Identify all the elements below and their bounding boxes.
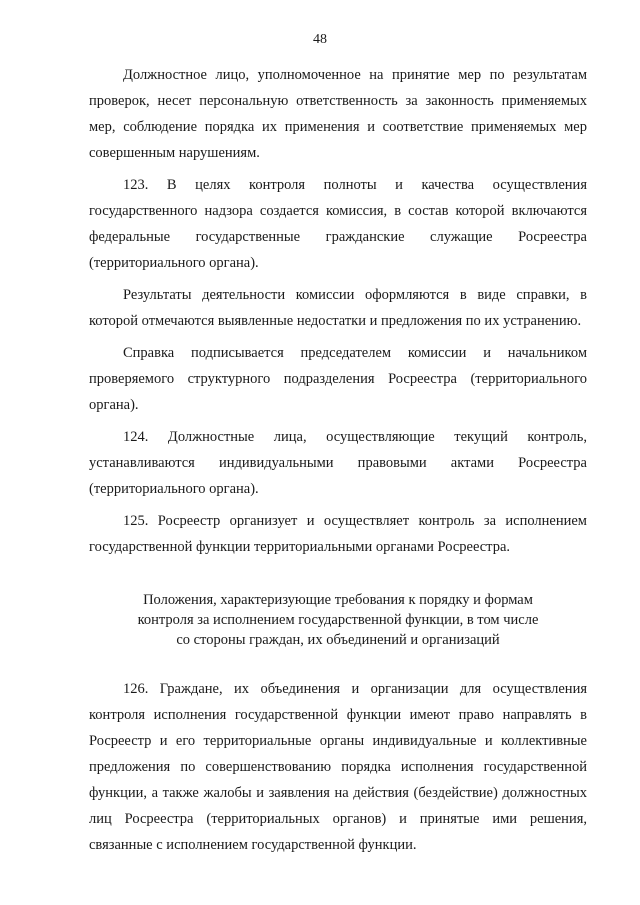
paragraph-certificate-signing: Справка подписывается председателем комиссии и начальником проверяемого структурного подразделения Росреестра (территориального органа).	[89, 345, 587, 413]
paragraph-126: 126. Граждане, их объединения и организации для осуществления контроля исполнения государственной функции имеют право направлять в Росреестр и его территориальные органы индивидуальные и коллективные предложения по совершенствованию порядка исполнения государственной функции, а также жалобы и заявления на действия (бездействие) должностных лиц Росреестра (территориальных органов) и принятые ими решения, связанные с исполнением государственной функции.	[89, 681, 587, 853]
paragraph-commission-results: Результаты деятельности комиссии оформляются в виде справки, в которой отмечаются выявленные недостатки и предложения по их устранению.	[89, 287, 587, 329]
paragraph-125: 125. Росреестр организует и осуществляет контроль за исполнением государственной функции территориальными органами Росреестра.	[89, 513, 587, 555]
section-heading-line: со стороны граждан, их объединений и организаций	[176, 632, 500, 648]
section-heading-line: Положения, характеризующие требования к порядку и формам	[143, 592, 533, 608]
document-body	[89, 62, 587, 864]
paragraph-123: 123. В целях контроля полноты и качества осуществления государственного надзора создается комиссия, в состав которой включаются федеральные государственные гражданские служащие Росреестра (территориального органа).	[89, 177, 587, 271]
paragraph-124: 124. Должностные лица, осуществляющие текущий контроль, устанавливаются индивидуальными правовыми актами Росреестра (территориального органа).	[89, 429, 587, 497]
page-number: 48	[313, 32, 327, 47]
section-heading	[99, 590, 577, 650]
paragraph-responsibility: Должностное лицо, уполномоченное на принятие мер по результатам проверок, несет персональную ответственность за законность применяемых мер, соблюдение порядка их применения и соответствие применяемых мер совершенным нарушениям.	[89, 67, 587, 161]
section-heading-line: контроля за исполнением государственной функции, в том числе	[137, 612, 539, 628]
